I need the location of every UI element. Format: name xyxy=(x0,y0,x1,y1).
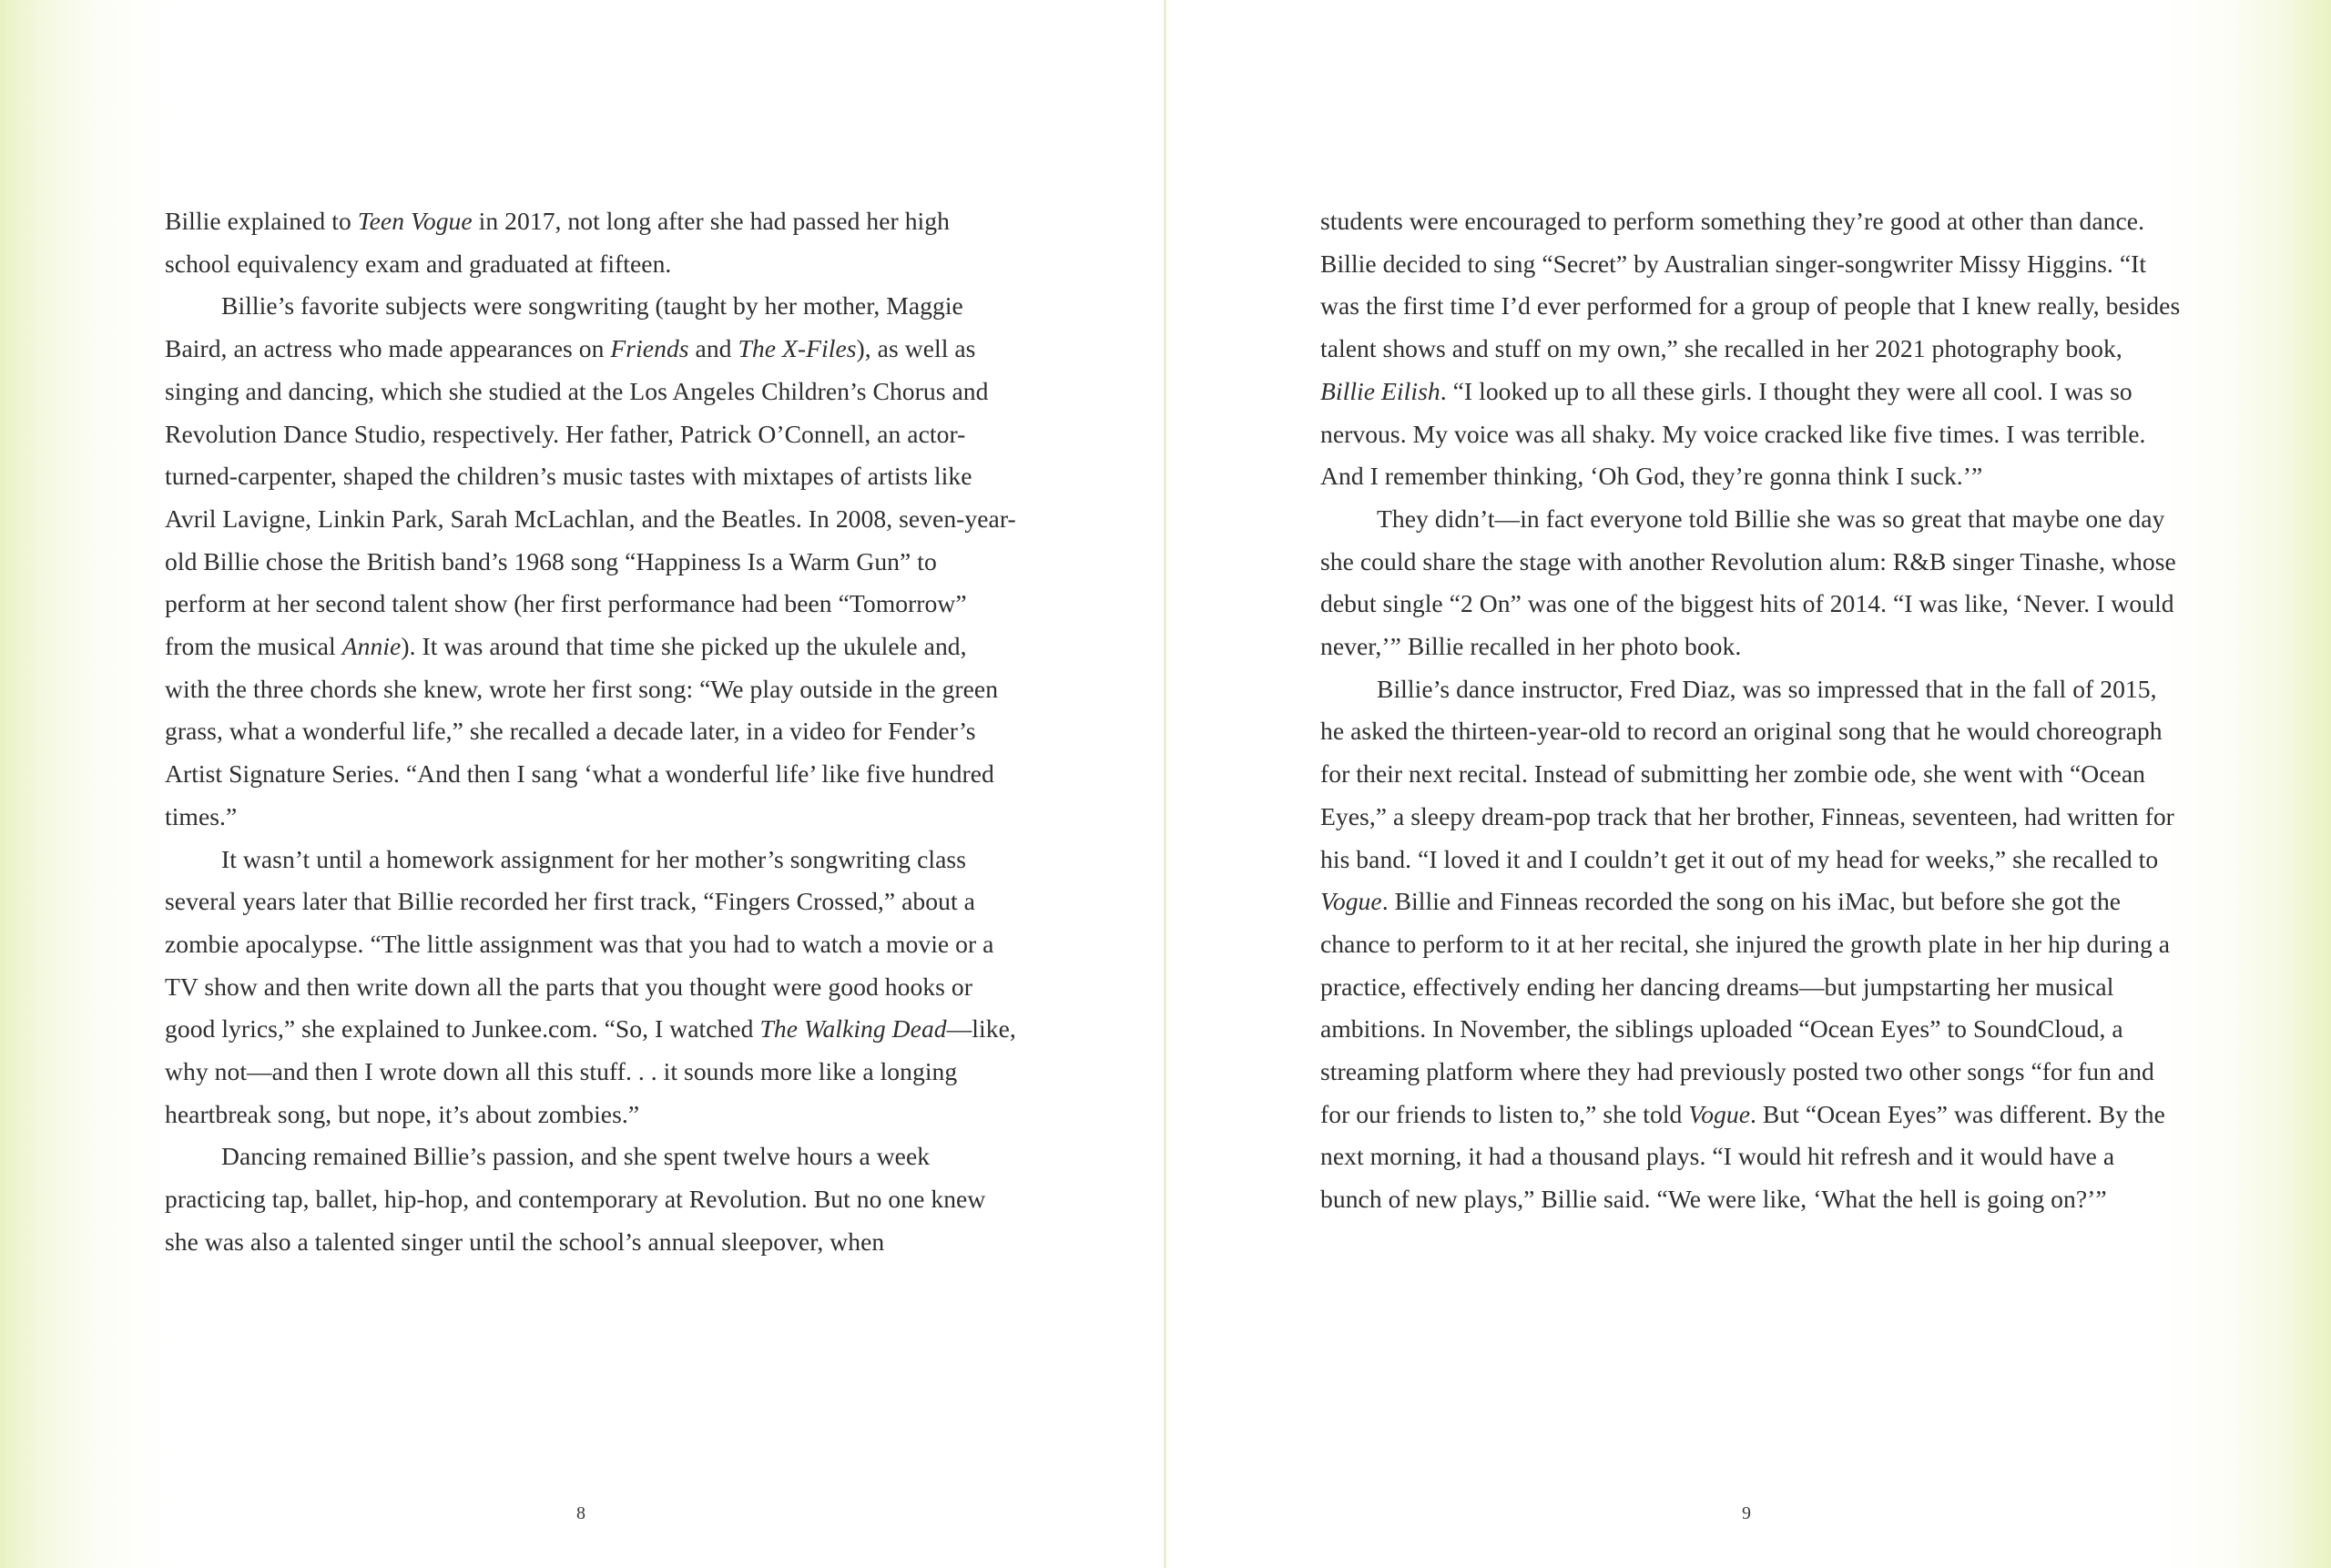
left-page xyxy=(0,0,1164,1568)
body-paragraph xyxy=(165,839,1016,1136)
body-paragraph xyxy=(165,200,1016,285)
paragraph-text: . “I looked up to all these girls. I thought they were all cool. I was so nervous. My voice was all shaky. My voice cracked like five times. I was terrible. And I remember thinking, ‘Oh God, they’re gonna think I suck.’” xyxy=(1320,376,2146,491)
paragraph-text: in 2017, not long after she had passed her high school equivalency exam and graduated at fifteen. xyxy=(165,207,950,278)
paragraph-text: ), as well as singing and dancing, which she studied at the Los Angeles Children’s Chorus and Revolution Dance Studio, respectively. Her father, Patrick O’Connell, an actor-turned-carpenter, shaped the children’s music tastes with mixtapes of artists like Avril Lavigne, Linkin Park, Sarah McLachlan, and the Beatles. In 2008, seven-year-old Billie chose the British band’s 1968 song “Happiness Is a Warm Gun” to perform at her second talent show (her first performance had been “Tomorrow” from the musical xyxy=(165,334,1016,661)
italic-title-text: Billie Eilish xyxy=(1320,376,1440,405)
italic-title-text: Vogue xyxy=(1688,1099,1751,1128)
paragraph-text: They didn’t—in fact everyone told Billie she was so great that maybe one day she could share the stage with another Revolution alum: R&B singer Tinashe, whose debut single “2 On” was one of the biggest hits of 2014. “I was like, ‘Never. I would never,’” Billie recalled in her photo book. xyxy=(1320,504,2176,661)
left-page-number: 8 xyxy=(576,1503,585,1523)
right-page xyxy=(1166,0,2331,1568)
body-paragraph xyxy=(1320,668,2181,1221)
paragraph-text: and xyxy=(688,334,738,363)
body-paragraph xyxy=(165,285,1016,838)
paragraph-text: students were encouraged to perform something they’re good at other than dance. Billie decided to sing “Secret” by Australian singer-songwriter Missy Higgins. “It was the first time I’d ever performed for a group of people that I knew really, besides talent shows and stuff on my own,” she recalled in her 2021 photography book, xyxy=(1320,207,2181,363)
paragraph-text: Billie explained to xyxy=(165,207,358,235)
left-page-body xyxy=(165,200,1016,1264)
paragraph-text: . Billie and Finneas recorded the song on his iMac, but before she got the chance to perform to it at her recital, she injured the growth plate in her hip during a practice, effectively ending her dancing dreams—but jumpstarting her musical ambitions. In November, the siblings uploaded “Ocean Eyes” to SoundCloud, a streaming platform where they had previously posted two other songs “for fun and for our friends to listen to,” she told xyxy=(1320,887,2171,1128)
italic-title-text: Friends xyxy=(610,334,689,363)
paragraph-text: . But “Ocean Eyes” was different. By the next morning, it had a thousand plays. “I would hit refresh and it would have a bunch of new plays,” Billie said. “We were like, ‘What the hell is going on?’” xyxy=(1320,1099,2165,1214)
italic-title-text: Vogue xyxy=(1320,887,1382,916)
italic-title-text: The Walking Dead xyxy=(759,1014,947,1044)
body-paragraph xyxy=(165,1135,1016,1263)
italic-title-text: Teen Vogue xyxy=(357,207,473,235)
italic-title-text: Annie xyxy=(341,632,402,661)
paragraph-text: Billie’s favorite subjects were songwriting (taught by her mother, Maggie Baird, an actress who made appearances on xyxy=(165,291,963,363)
right-page-number: 9 xyxy=(1742,1503,1751,1523)
body-paragraph xyxy=(1320,200,2181,498)
paragraph-text: Dancing remained Billie’s passion, and she spent twelve hours a week practicing tap, ballet, hip-hop, and contemporary at Revolution. But no one knew she was also a talented singer until the school’s annual sleepover, when xyxy=(165,1142,986,1256)
body-paragraph xyxy=(1320,498,2181,668)
paragraph-text: Billie’s dance instructor, Fred Diaz, was so impressed that in the fall of 2015, he asked the thirteen-year-old to record an original song that he would choreograph for their next recital. Instead of submitting her zombie ode, she went with “Ocean Eyes,” a sleepy dream-pop track that her brother, Finneas, seventeen, had written for his band. “I loved it and I couldn’t get it out of my head for weeks,” she recalled to xyxy=(1320,674,2174,873)
right-page-body xyxy=(1320,200,2181,1221)
italic-title-text: The X-Files xyxy=(738,334,857,363)
paragraph-text: —like, why not—and then I wrote down all this stuff. . . it sounds more like a longing heartbreak song, but nope, it’s about zombies.” xyxy=(165,1014,1016,1128)
paragraph-text: ). It was around that time she picked up the ukulele and, with the three chords she knew, wrote her first song: “We play outside in the green grass, what a wonderful life,” she recalled a decade later, in a video for Fender’s Artist Signature Series. “And then I sang ‘what a wonderful life’ like five hundred times.” xyxy=(165,632,999,830)
paragraph-text: It wasn’t until a homework assignment for her mother’s songwriting class several years later that Billie recorded her first track, “Fingers Crossed,” about a zombie apocalypse. “The little assignment was that you had to watch a movie or a TV show and then write down all the parts that you thought were good hooks or good lyrics,” she explained to Junkee.com. “So, I watched xyxy=(165,844,994,1044)
